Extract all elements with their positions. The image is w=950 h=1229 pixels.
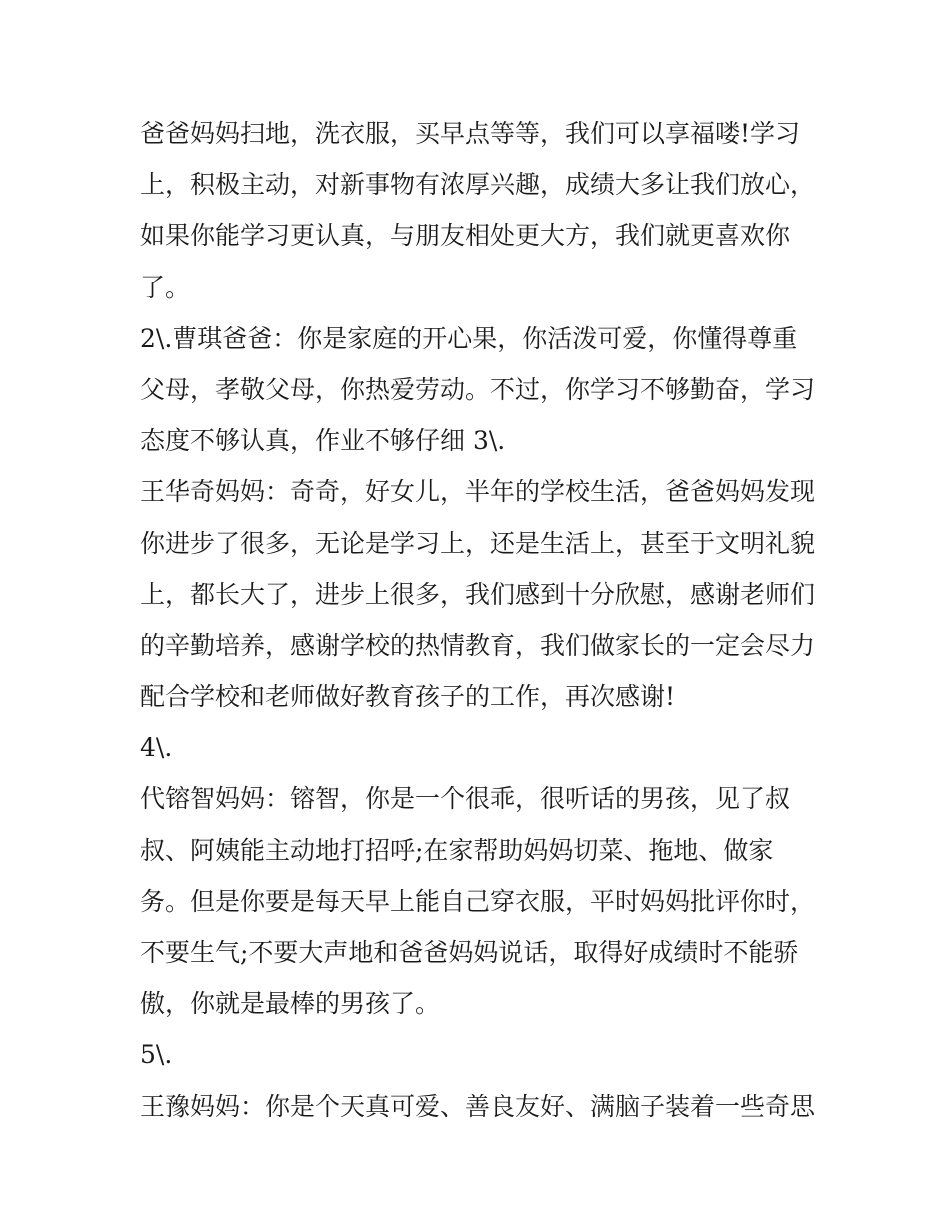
text-line: 的辛勤培养，感谢学校的热情教育，我们做家长的一定会尽力 (140, 630, 816, 660)
text-line: 不要生气;不要大声地和爸爸妈妈说话，取得好成绩时不能骄 (140, 938, 799, 967)
text-line: 王华奇妈妈：奇奇，好女儿，半年的学校生活，爸爸妈妈发现 (140, 477, 816, 507)
text-line: 傲，你就是最棒的男孩了。 (140, 989, 441, 1019)
text-line: 了。 (140, 272, 191, 302)
text-line: 上，都长大了，进步上很多，我们感到十分欣慰，感谢老师们 (140, 579, 816, 609)
text-line: 5\. (140, 1040, 173, 1070)
body-text (140, 108, 820, 1132)
text-line: 爸爸妈妈扫地，洗衣服，买早点等等，我们可以享福喽!学习 (140, 119, 801, 148)
text-line: 2\.曹琪爸爸：你是家庭的开心果，你活泼可爱，你懂得尊重 (140, 323, 798, 353)
text-line: 配合学校和老师做好教育孩子的工作，再次感谢! (140, 682, 676, 712)
text-line: 王豫妈妈：你是个天真可爱、善良友好、满脑子装着一些奇思 (140, 1091, 816, 1121)
text-line: 代镕智妈妈：镕智，你是一个很乖，很听话的男孩，见了叔 (140, 784, 791, 814)
text-line: 上，积极主动，对新事物有浓厚兴趣，成绩大多让我们放心， (140, 170, 816, 200)
text-line: 务。但是你要是每天早上能自己穿衣服，平时妈妈批评你时， (140, 886, 816, 916)
text-line: 父母，孝敬父母，你热爱劳动。不过，你学习不够勤奋，学习 (140, 374, 816, 404)
text-line: 4\. (140, 733, 173, 763)
text-line: 如果你能学习更认真，与朋友相处更大方，我们就更喜欢你 (140, 221, 791, 251)
text-line: 叔、阿姨能主动地打招呼;在家帮助妈妈切菜、拖地、做家 (140, 835, 774, 865)
text-line: 你进步了很多，无论是学习上，还是生活上，甚至于文明礼貌 (140, 528, 816, 558)
text-line: 态度不够认真，作业不够仔细 3\. (140, 426, 506, 456)
